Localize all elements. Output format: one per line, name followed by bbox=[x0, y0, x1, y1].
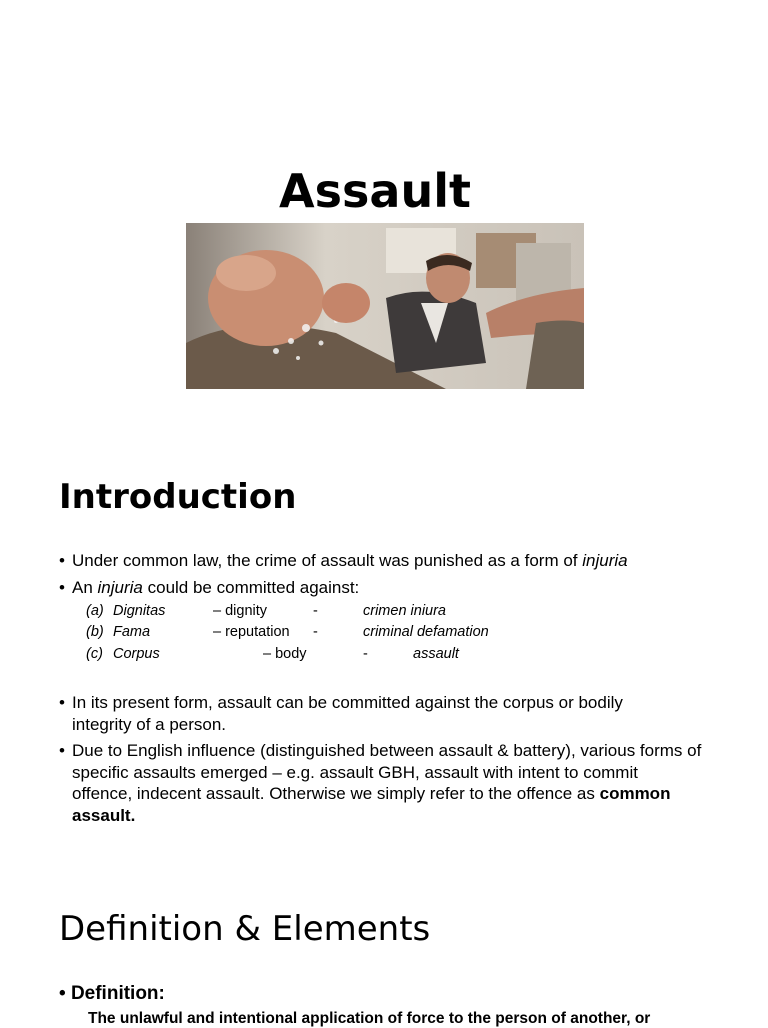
sub-meaning: – dignity bbox=[213, 603, 268, 619]
sub-crime: assault bbox=[413, 646, 459, 662]
sub-dash: - bbox=[313, 624, 318, 640]
assault-photo bbox=[186, 223, 584, 389]
assault-illustration bbox=[186, 223, 584, 389]
bullet-injuria bbox=[72, 577, 712, 599]
bullet-text: An bbox=[72, 578, 98, 597]
sub-meaning: – reputation bbox=[213, 624, 290, 640]
bullet-marker: • bbox=[59, 578, 65, 597]
sub-term: Dignitas bbox=[113, 603, 166, 619]
section-heading-introduction: Introduction bbox=[59, 477, 297, 517]
bullet-bold: common assault. bbox=[72, 784, 671, 825]
bullet-english-influence bbox=[72, 740, 702, 826]
sub-dash: - bbox=[313, 603, 318, 619]
bullet-common-law bbox=[72, 550, 712, 572]
bullet-text: Under common law, the crime of assault was punished as a form of bbox=[72, 551, 583, 570]
bullet-marker: • bbox=[59, 741, 65, 760]
bullet-text: Due to English influence (distinguished between assault & battery), various forms of specific assaults emerged – e.g. assault GBH, assault with intent to commit offence, indecent assault. Otherwise we simply refer to the offence as bbox=[72, 741, 702, 803]
sub-marker: (b) bbox=[86, 624, 104, 640]
bullet-italic: injuria bbox=[97, 578, 143, 597]
section-heading-definition: Definition & Elements bbox=[59, 909, 431, 949]
definition-label: Definition: bbox=[70, 983, 165, 1004]
bullet-text: could be committed against: bbox=[142, 578, 360, 597]
sub-crime: criminal defamation bbox=[363, 624, 489, 640]
bullet-marker: • bbox=[59, 551, 65, 570]
sub-meaning: – body bbox=[263, 646, 307, 662]
bullet-italic: injuria bbox=[582, 551, 628, 570]
introduction-body bbox=[0, 550, 768, 840]
sub-marker: (c) bbox=[86, 646, 103, 662]
bullet-present-form: In its present form, assault can be committed against the corpus or bodily integrity of a person. bbox=[72, 693, 623, 734]
definition-text: The unlawful and intentional application of force to the person of another, or bbox=[88, 1010, 651, 1027]
sub-marker: (a) bbox=[86, 603, 104, 619]
bullet-marker: • bbox=[59, 983, 66, 1004]
sub-crime: crimen iniura bbox=[363, 603, 446, 619]
definition-bullet bbox=[59, 983, 165, 1005]
bullet-marker: • bbox=[59, 693, 65, 712]
sub-term: Fama bbox=[113, 624, 151, 640]
sub-term: Corpus bbox=[113, 646, 160, 662]
slide-title: Assault bbox=[279, 164, 471, 218]
sub-dash: - bbox=[363, 646, 368, 662]
